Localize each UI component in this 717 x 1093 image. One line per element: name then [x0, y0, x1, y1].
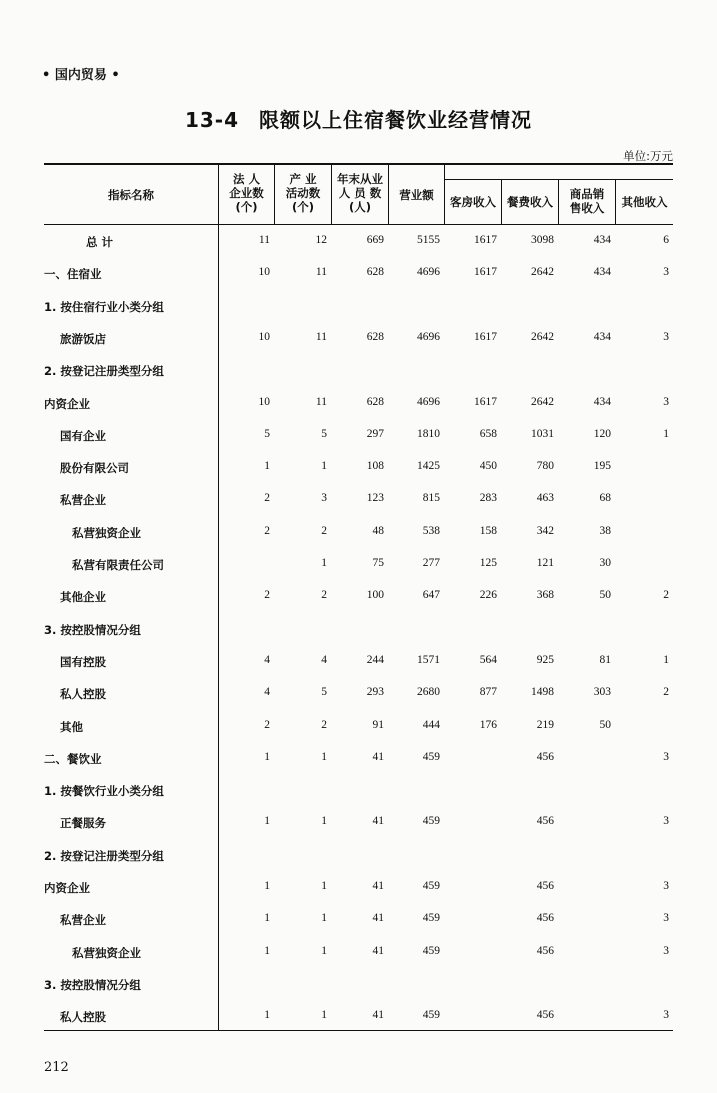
- table-cell: 4696: [417, 266, 440, 279]
- page-title: [0, 104, 717, 133]
- row-label: 3. 按控股情况分组: [44, 622, 141, 637]
- table-cell: 1: [663, 653, 669, 666]
- section-label: • 国内贸易 •: [42, 68, 120, 83]
- table-cell: 1: [321, 750, 327, 763]
- table-cell: 877: [479, 686, 497, 699]
- table-cell: 2642: [531, 395, 554, 408]
- table-cell: 4: [264, 653, 270, 666]
- table-cell: 219: [536, 718, 554, 731]
- table-cell: 1: [264, 912, 270, 925]
- row-label: 内资企业: [44, 396, 90, 411]
- table-cell: 176: [479, 718, 497, 731]
- table-cell: 628: [366, 330, 384, 343]
- table-cell: 41: [372, 944, 384, 957]
- table-cell: 456: [536, 815, 554, 828]
- table-cell: 2: [321, 718, 327, 731]
- table-cell: 3: [663, 1009, 669, 1022]
- table-cell: 11: [315, 330, 327, 343]
- table-cell: 815: [422, 492, 440, 505]
- row-label: 私人控股: [60, 687, 106, 702]
- row-label: 私营有限责任公司: [72, 558, 164, 572]
- header-legal-entities: [219, 172, 274, 214]
- row-label: 私人控股: [60, 1010, 106, 1025]
- row-label: 其他企业: [60, 590, 106, 605]
- table-cell: 108: [366, 460, 384, 473]
- table-cell: 1617: [474, 234, 497, 246]
- col-divider: [444, 164, 445, 224]
- table-cell: 11: [315, 266, 327, 279]
- table-cell: 3: [663, 750, 669, 763]
- row-label: 正餐服务: [60, 816, 106, 831]
- table-cell: 1: [663, 427, 669, 440]
- row-label: 私营企业: [60, 913, 106, 928]
- table-cell: 41: [372, 880, 384, 892]
- table-cell: 303: [593, 686, 611, 699]
- table-cell: 1810: [417, 427, 440, 440]
- table-cell: 3: [663, 912, 669, 925]
- table-cell: 10: [258, 395, 270, 408]
- row-label: 1. 按餐饮行业小类分组: [44, 784, 164, 799]
- table-cell: 30: [599, 557, 611, 569]
- header-line: 商品销: [569, 187, 605, 201]
- header-bottom-rule: [44, 224, 673, 225]
- table-cell: 2642: [531, 330, 554, 343]
- table-cell: 1617: [474, 330, 497, 343]
- unit-label: 单位:万元: [623, 149, 673, 163]
- table-cell: 2: [264, 718, 270, 731]
- table-cell: 456: [536, 880, 554, 892]
- table-cell: 41: [372, 815, 384, 828]
- table-cell: 6: [663, 234, 669, 246]
- header-line: (个): [291, 200, 314, 214]
- table-cell: 456: [536, 1009, 554, 1022]
- table-cell: 10: [258, 266, 270, 279]
- table-cell: 925: [536, 653, 554, 666]
- row-label: 其他: [60, 719, 83, 734]
- table-cell: 2: [264, 492, 270, 505]
- table-cell: 434: [593, 266, 611, 279]
- row-label: 二、餐饮业: [44, 751, 102, 766]
- table-cell: 2: [264, 589, 270, 602]
- table-cell: 2: [264, 524, 270, 537]
- table-cell: 1: [264, 750, 270, 763]
- header-employees: [332, 172, 388, 214]
- table-cell: 283: [479, 492, 497, 505]
- table-cell: 1: [321, 815, 327, 828]
- table-cell: 10: [258, 330, 270, 343]
- table-cell: 1: [264, 1009, 270, 1022]
- table-cell: 91: [372, 718, 384, 731]
- table-cell: 1: [264, 815, 270, 828]
- header-industry-units: [275, 172, 331, 214]
- row-label: 一、住宿业: [44, 267, 102, 282]
- row-label: 私营独资企业: [72, 945, 141, 960]
- table-cell: 538: [422, 524, 440, 537]
- header-line: (个): [235, 200, 258, 214]
- table-cell: 434: [593, 330, 611, 343]
- header-other-income: 其他收入: [621, 195, 668, 209]
- table-cell: 1031: [531, 427, 554, 440]
- row-label: 3. 按控股情况分组: [44, 977, 141, 992]
- table-cell: 50: [599, 589, 611, 602]
- table-cell: 81: [599, 653, 611, 666]
- table-cell: 3098: [531, 234, 554, 246]
- table-cell: 75: [372, 557, 384, 569]
- table-cell: 4696: [417, 395, 440, 408]
- header-line: 年末从业: [337, 172, 383, 186]
- table-cell: 3: [663, 395, 669, 408]
- table-cell: 5155: [417, 234, 440, 246]
- table-cell: 669: [366, 234, 384, 246]
- header-catering-income: 餐费收入: [507, 195, 553, 209]
- table-cell: 459: [422, 750, 440, 763]
- table-cell: 368: [536, 589, 554, 602]
- table-cell: 459: [422, 880, 440, 892]
- row-label: 1. 按住宿行业小类分组: [44, 299, 164, 314]
- table-cell: 2: [663, 686, 669, 699]
- table-cell: 100: [366, 589, 384, 602]
- table-cell: 195: [593, 460, 611, 473]
- row-label: 总 计: [86, 235, 114, 249]
- table-cell: 628: [366, 395, 384, 408]
- table-cell: 3: [663, 944, 669, 957]
- table-cell: 277: [422, 557, 440, 569]
- header-line: 法 人: [232, 172, 260, 186]
- table-cell: 38: [599, 524, 611, 537]
- table-cell: 2680: [417, 686, 440, 699]
- table-cell: 444: [422, 718, 440, 731]
- table-cell: 2: [321, 589, 327, 602]
- table-cell: 1: [321, 944, 327, 957]
- table-cell: 226: [479, 589, 497, 602]
- table-cell: 41: [372, 750, 384, 763]
- table-cell: 244: [366, 653, 384, 666]
- table-cell: 3: [663, 880, 669, 892]
- table-cell: 1: [321, 1009, 327, 1022]
- table-cell: 5: [321, 427, 327, 440]
- table-cell: 459: [422, 944, 440, 957]
- table-cell: 450: [479, 460, 497, 473]
- row-label: 国有控股: [60, 654, 106, 669]
- row-label: 国有企业: [60, 428, 106, 443]
- header-line: 企业数: [229, 186, 264, 200]
- table-title: 限额以上住宿餐饮业经营情况: [259, 108, 533, 132]
- row-label: 私营独资企业: [72, 525, 141, 540]
- table-cell: 48: [372, 524, 384, 537]
- table-cell: 158: [479, 524, 497, 537]
- table-cell: 293: [366, 686, 384, 699]
- table-cell: 11: [258, 234, 270, 246]
- table-cell: 123: [366, 492, 384, 505]
- header-line: (人): [348, 200, 371, 214]
- table-cell: 1498: [531, 686, 554, 699]
- table-cell: 11: [315, 395, 327, 408]
- header-name: 指标名称: [108, 188, 154, 202]
- table-cell: 456: [536, 944, 554, 957]
- table-cell: 3: [663, 330, 669, 343]
- table-cell: 41: [372, 1009, 384, 1022]
- row-label: 股份有限公司: [60, 461, 129, 476]
- table-cell: 1: [264, 460, 270, 473]
- table-cell: 658: [479, 427, 497, 440]
- table-cell: 68: [599, 492, 611, 505]
- table-cell: 342: [536, 524, 554, 537]
- table-cell: 459: [422, 912, 440, 925]
- header-line: 人 员 数: [338, 186, 382, 200]
- table-cell: 4696: [417, 330, 440, 343]
- header-line: 售收入: [569, 201, 605, 215]
- table-cell: 1: [321, 460, 327, 473]
- table-cell: 3: [663, 266, 669, 279]
- table-cell: 2642: [531, 266, 554, 279]
- table-cell: 456: [536, 750, 554, 763]
- header-revenue: 营业额: [399, 188, 434, 202]
- row-label: 内资企业: [44, 881, 90, 895]
- table-cell: 1425: [417, 460, 440, 473]
- table-cell: 463: [536, 492, 554, 505]
- row-label: 2. 按登记注册类型分组: [44, 364, 164, 379]
- table-cell: 41: [372, 912, 384, 925]
- table-cell: 1: [264, 880, 270, 892]
- table-cell: 1617: [474, 395, 497, 408]
- bottom-rule: [44, 1030, 673, 1031]
- table-cell: 628: [366, 266, 384, 279]
- table-cell: 647: [422, 589, 440, 602]
- table-cell: 12: [315, 234, 327, 246]
- header-room-income: 客房收入: [450, 195, 496, 209]
- top-rule: [44, 163, 673, 165]
- table-cell: 459: [422, 1009, 440, 1022]
- table-cell: 1617: [474, 266, 497, 279]
- row-label: 私营企业: [60, 493, 106, 508]
- table-cell: 1571: [417, 653, 440, 666]
- table-cell: 5: [321, 686, 327, 699]
- table-cell: 121: [536, 557, 554, 569]
- table-cell: 125: [479, 557, 497, 569]
- table-cell: 2: [321, 524, 327, 537]
- table-cell: 2: [663, 589, 669, 602]
- table-cell: 297: [366, 427, 384, 440]
- table-cell: 3: [663, 815, 669, 828]
- header-goods-sales: [559, 187, 615, 215]
- col-divider: [218, 164, 219, 1030]
- table-cell: 1: [321, 557, 327, 569]
- table-cell: 50: [599, 718, 611, 731]
- table-cell: 434: [593, 234, 611, 246]
- table-cell: 1: [264, 944, 270, 957]
- table-cell: 3: [321, 492, 327, 505]
- table-cell: 456: [536, 912, 554, 925]
- header-line: 活动数: [285, 186, 321, 200]
- table-cell: 1: [321, 912, 327, 925]
- table-number: 13-4: [184, 108, 240, 132]
- table-cell: 4: [264, 686, 270, 699]
- page-number: 212: [44, 1060, 69, 1075]
- table-cell: 564: [479, 653, 497, 666]
- table-cell: 4: [321, 653, 327, 666]
- row-label: 旅游饭店: [60, 331, 106, 346]
- header-line: 产 业: [289, 172, 317, 186]
- table-cell: 120: [593, 427, 611, 440]
- row-label: 2. 按登记注册类型分组: [44, 848, 164, 863]
- table-cell: 5: [264, 427, 270, 440]
- table-cell: 780: [536, 460, 554, 473]
- table-cell: 1: [321, 880, 327, 892]
- table-cell: 459: [422, 815, 440, 828]
- table-cell: 434: [593, 395, 611, 408]
